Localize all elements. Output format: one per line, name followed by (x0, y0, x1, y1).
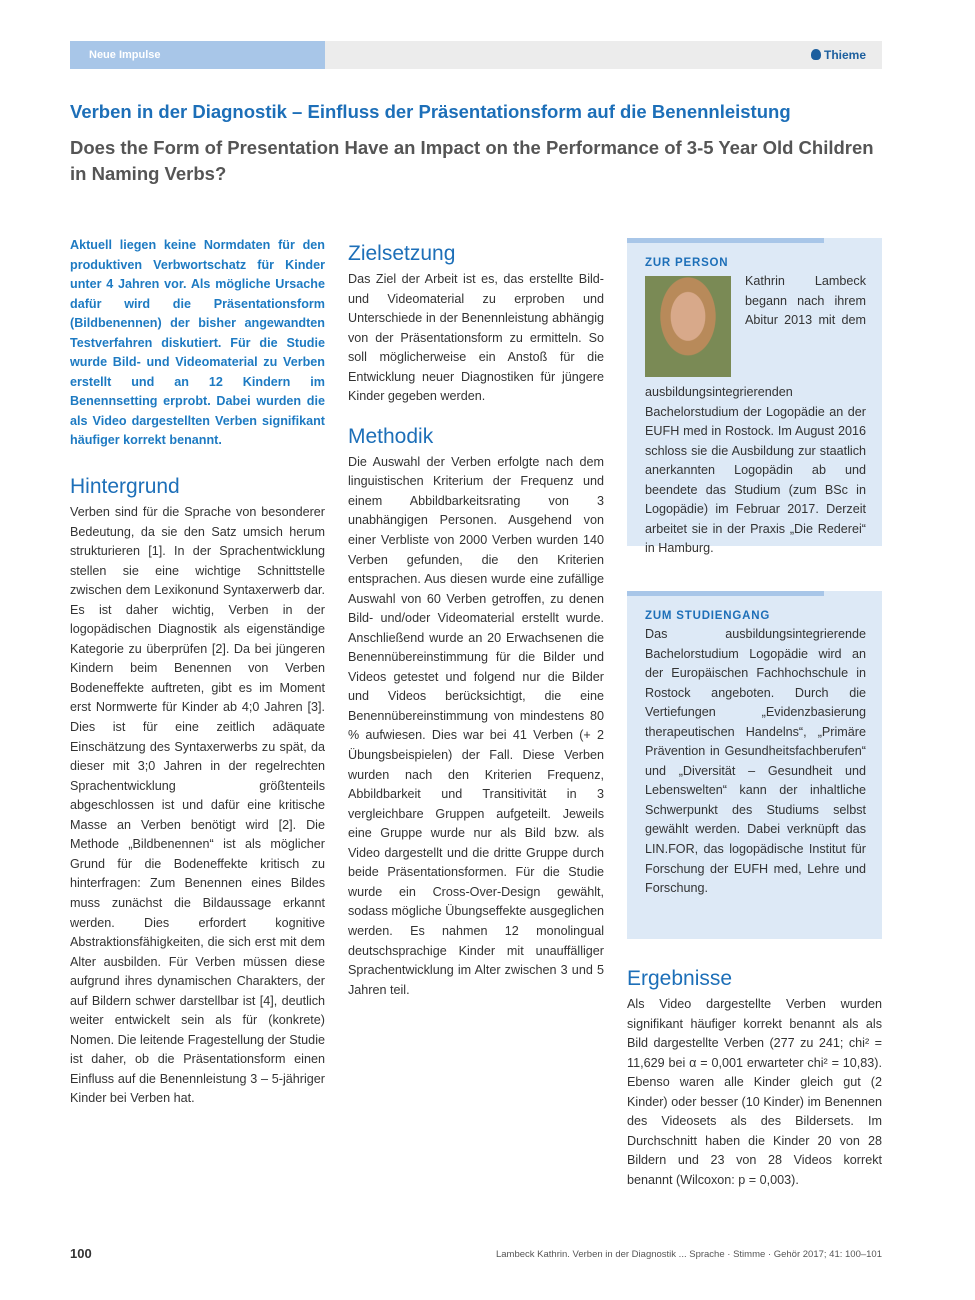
box-text-studiengang: Das ausbildungsintegrierende Bachelorstudium Logopädie wird an der Europäischen Fachhochschule in Rostock angeboten. Durch die Vertiefungen „Evidenzbasierung therapeutischen Handelns“, „Primäre Prävention in Gesundheitsfachberufen“ und „Diversität – Gesundheit und Lebenswelten“ kann der inhaltliche Schwerpunkt des Studiums selbst gewählt werden. Dabei verknüpft das LIN.FOR, das logopädische Institut für Forschung der EUFH med, Lehre und Forschung. (645, 627, 866, 896)
section-text-methodik: Die Auswahl der Verben erfolgte nach dem linguistischen Kriterium der Frequenz und einem Abbildbarkeitsrating von 3 unabhängigen Personen. Ausgehend von einer Verbliste von 2000 Verben wurden 140 Verben gefunden, die den Kriterien entsprachen. Aus diesen wurde eine zufällige Auswahl von 60 Verben getroffen, zu denen Bild- und/oder Videomaterial erstellt wurde. Anschließend wurde an 20 Erwachsenen die Benennübereinstimmung für die Bilder und Videos getestet und folgend nur die Bilder und Videos berücksichtigt, die eine Benennübereinstimmung von mindestens 80 % aufwiesen. Dies war bei 41 Verben (+ 2 Übungsbeispielen) der Fall. Diese Verben wurden nach den Kriterien Frequenz, Abbildbarkeit und Transitivität in 3 vergleichbare Gruppen aufgeteilt. Jeweils eine Gruppe wurde nur als Bild bzw. als Video dargestellt und die dritte Gruppe durch beide Präsentationsformen. Für die Studie wurde ein Cross-Over-Design gewählt, sodass mögliche Übungseffekte ausgeglichen werden. Es nahmen 12 monolingual deutschsprachige Kinder mit unauffälliger Sprachentwicklung im Alter zwischen 3 und 5 Jahren teil. (348, 454, 605, 997)
section-text-ergebnisse: Als Video dargestellte Verben wurden signifikant häufiger korrekt benannt als als Bild dargestellte Verben (277 zu 241; chi² = 11,629 bei α = 0,001 erwarteter chi² = 10,83). Ebenso waren alle Kinder gleich gut (2 Kinder) oder besser (10 Kinder) im Benennen des Videosets als des Bildersets. Im Durchschnitt haben die Kinder 20 von 28 Bildern und 23 von 28 Videos korrekt benannt (Wilcoxon: p = 0,003). (627, 997, 882, 1187)
page-number: 100 (70, 1246, 92, 1261)
box-accent-bar (627, 591, 824, 596)
column-middle (348, 240, 604, 1000)
info-box-studiengang (627, 591, 882, 939)
section-title-hintergrund: Hintergrund (70, 475, 180, 499)
thieme-logo-icon (811, 49, 821, 60)
box-title-person: ZUR PERSON (645, 257, 729, 269)
section-text-hintergrund: Verben sind für die Sprache von besonderer Bedeutung, da sie den Satz umsich herum strukturieren [1]. In der Sprachentwicklung stellen sie eine wichtige Schnittstelle zwischen dem Lexikonund Syntaxerwerb dar. Es ist daher wichtig, Verben in der logopädischen Diagnostik als eigenständige Kategorie zu überprüfen [2]. Da bei jüngeren Kindern beim Benennen von Verben Bodeneffekte auftreten, gibt es im Moment erst Normwerte für Kinder ab 4;0 Jahren [3]. Dies ist für eine zeitlich adäquate Einschätzung des Syntaxerwerbs zu spät, da dieser mit 3;0 Jahren in der regelrechten Sprachentwicklung größtenteils abgeschlossen ist und dafür eine kritische Masse an Verben benötigt wird [2]. Die Methode „Bildbenennen“ ist als möglicher Grund für die Bodeneffekte kritisch zu hinterfragen: Zum Benennen eines Bildes muss zunächst die Bildaussage erkannt werden. Dies erfordert kognitive Abstraktionsfähigkeiten, die sich erst mit dem Alter ausbilden. Für Verben müssen diese aufgrund ihres dynamischen Charakters, der auf Bildern schwer darstellbar ist [4], deutlich weiter entwickelt sein als für (konkrete) Nomen. Die leitende Fragestellung der Studie ist daher, ob die Präsentationsform einen Einfluss auf die Benennleistung 3 – 5-jähriger Kinder bei Verben hat. (70, 505, 325, 1106)
publisher-name: Thieme (823, 48, 866, 62)
column-left (70, 236, 325, 1109)
section-title-zielsetzung: Zielsetzung (348, 242, 456, 265)
column-right-results (627, 965, 882, 1190)
title-german: Verben in der Diagnostik – Einfluss der Präsentationsform auf die Benennleistung (70, 101, 791, 122)
publisher-logo (811, 41, 866, 69)
box-accent-bar (627, 238, 824, 243)
section-title-ergebnisse: Ergebnisse (627, 967, 733, 990)
section-label: Neue Impulse (70, 41, 325, 69)
info-box-person (627, 238, 882, 556)
title-english: Does the Form of Presentation Have an Impact on the Performance of 3-5 Year Old Children in Naming Verbs? (70, 137, 874, 184)
box-text-person: Kathrin Lambeck begann nach ihrem Abitur 2013 mit dem ausbildungsintegrierenden Bachelorstudium der Logopädie an der EUFH med in Rostock. Im August 2016 schloss sie die Ausbildung zur staatlich anerkannten Logopädin ab und beendete das Studium (zum BSc in Logopädie) im Februar 2017. Derzeit arbeitet sie in der Praxis „Die Rederei“ in Hamburg. (645, 274, 866, 556)
box-title-studiengang: ZUM STUDIENGANG (645, 610, 771, 622)
author-portrait (645, 276, 731, 377)
header-bar (70, 41, 882, 69)
section-title-methodik: Methodik (348, 424, 434, 448)
section-text-zielsetzung: Das Ziel der Arbeit ist es, das erstellte Bild- und Videomaterial zu erproben und Unterschiede in der Benennleistung abhängig von der Präsentationsform zu ermitteln. So soll möglicherweise ein Anstoß für die Entwicklung neuer Diagnostiken für jüngere Kinder gegeben werden. (348, 272, 604, 404)
footer-citation: Lambeck Kathrin. Verben in der Diagnostik ... Sprache · Stimme · Gehör 2017; 41: 100–101 (495, 1249, 882, 1260)
abstract: Aktuell liegen keine Normdaten für den produktiven Verbwortschatz für Kinder unter 4 Jahren vor. Als mögliche Ursache dafür wird die Präsentationsform (Bildbenennen) der bisher angewandten Testverfahren diskutiert. Für die Studie wurde Bild- und Videomaterial zu Verben erstellt und an 12 Kindern im Benennsetting erprobt. Dabei wurden die als Video dargestellten Verben signifikant häufiger korrekt benannt. (70, 238, 325, 448)
